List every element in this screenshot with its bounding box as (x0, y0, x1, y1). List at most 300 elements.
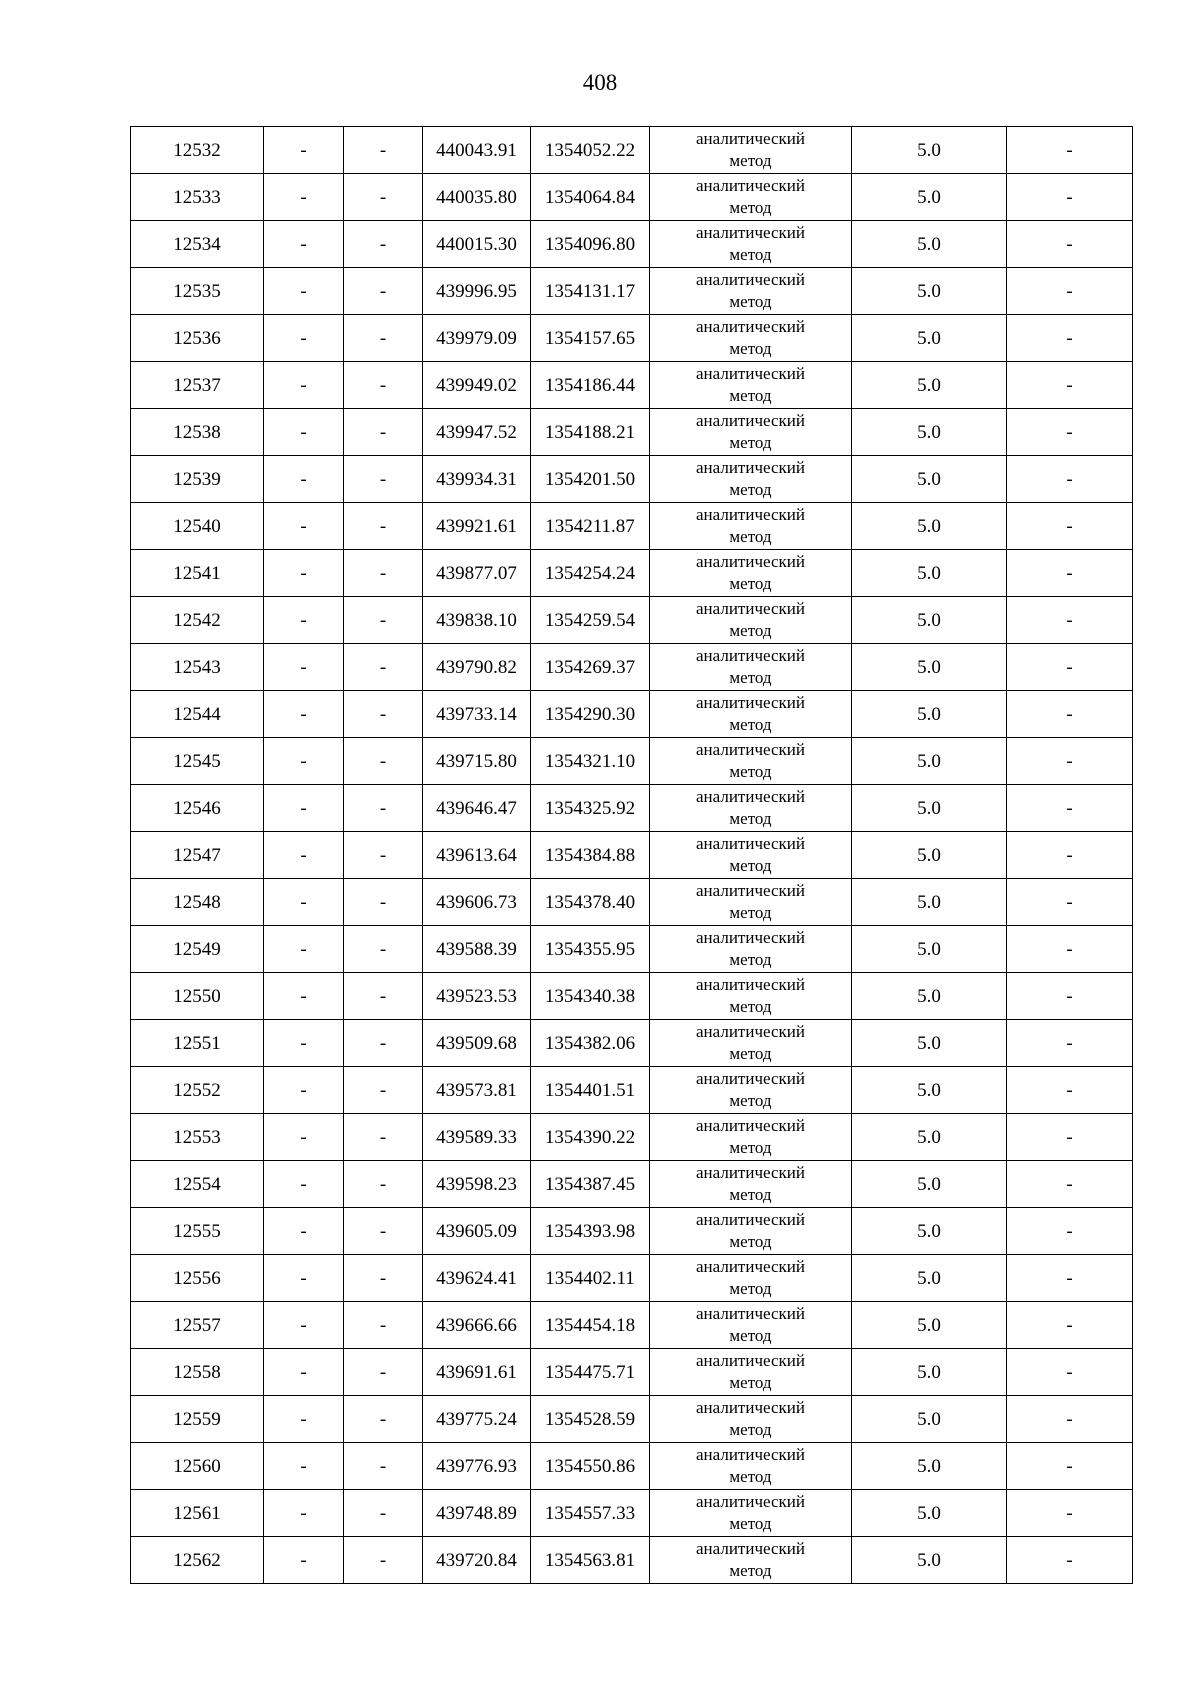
method-line-1: аналитический (696, 317, 805, 336)
method-line-1: аналитический (696, 1257, 805, 1276)
method-line-1: аналитический (696, 740, 805, 759)
x-coordinate-cell: 439624.41 (423, 1255, 531, 1302)
method-cell (650, 1443, 852, 1490)
point-number-cell: 12559 (131, 1396, 264, 1443)
method-line-1: аналитический (696, 834, 805, 853)
empty-marker-cell: - (1007, 503, 1133, 550)
point-number-cell: 12534 (131, 221, 264, 268)
empty-marker-cell: - (264, 1302, 344, 1349)
y-coordinate-cell: 1354382.06 (531, 1020, 650, 1067)
accuracy-cell: 5.0 (852, 1161, 1007, 1208)
point-number-cell: 12553 (131, 1114, 264, 1161)
empty-marker-cell: - (1007, 1161, 1133, 1208)
y-coordinate-cell: 1354557.33 (531, 1490, 650, 1537)
point-number-cell: 12546 (131, 785, 264, 832)
accuracy-cell: 5.0 (852, 503, 1007, 550)
x-coordinate-cell: 439715.80 (423, 738, 531, 785)
empty-marker-cell: - (1007, 785, 1133, 832)
method-line-1: аналитический (696, 552, 805, 571)
table-row (131, 926, 1133, 973)
method-line-1: аналитический (696, 1398, 805, 1417)
method-cell (650, 738, 852, 785)
table-row (131, 503, 1133, 550)
point-number-cell: 12545 (131, 738, 264, 785)
empty-marker-cell: - (344, 221, 423, 268)
accuracy-cell: 5.0 (852, 691, 1007, 738)
x-coordinate-cell: 439589.33 (423, 1114, 531, 1161)
y-coordinate-cell: 1354254.24 (531, 550, 650, 597)
empty-marker-cell: - (344, 268, 423, 315)
method-line-1: аналитический (696, 1116, 805, 1135)
point-number-cell: 12547 (131, 832, 264, 879)
point-number-cell: 12557 (131, 1302, 264, 1349)
accuracy-cell: 5.0 (852, 597, 1007, 644)
x-coordinate-cell: 439748.89 (423, 1490, 531, 1537)
method-cell (650, 879, 852, 926)
point-number-cell: 12541 (131, 550, 264, 597)
method-line-2: метод (729, 433, 772, 452)
empty-marker-cell: - (344, 973, 423, 1020)
point-number-cell: 12535 (131, 268, 264, 315)
empty-marker-cell: - (264, 1114, 344, 1161)
method-line-2: метод (729, 715, 772, 734)
method-line-1: аналитический (696, 599, 805, 618)
empty-marker-cell: - (1007, 315, 1133, 362)
accuracy-cell: 5.0 (852, 1255, 1007, 1302)
x-coordinate-cell: 439605.09 (423, 1208, 531, 1255)
point-number-cell: 12548 (131, 879, 264, 926)
method-line-1: аналитический (696, 1022, 805, 1041)
method-cell (650, 315, 852, 362)
accuracy-cell: 5.0 (852, 268, 1007, 315)
accuracy-cell: 5.0 (852, 1208, 1007, 1255)
x-coordinate-cell: 439666.66 (423, 1302, 531, 1349)
y-coordinate-cell: 1354321.10 (531, 738, 650, 785)
empty-marker-cell: - (1007, 738, 1133, 785)
table-row (131, 1067, 1133, 1114)
y-coordinate-cell: 1354269.37 (531, 644, 650, 691)
point-number-cell: 12561 (131, 1490, 264, 1537)
point-number-cell: 12536 (131, 315, 264, 362)
method-line-1: аналитический (696, 1210, 805, 1229)
accuracy-cell: 5.0 (852, 1114, 1007, 1161)
empty-marker-cell: - (344, 503, 423, 550)
accuracy-cell: 5.0 (852, 785, 1007, 832)
y-coordinate-cell: 1354064.84 (531, 174, 650, 221)
x-coordinate-cell: 439921.61 (423, 503, 531, 550)
empty-marker-cell: - (1007, 879, 1133, 926)
table-row (131, 1396, 1133, 1443)
method-line-2: метод (729, 386, 772, 405)
accuracy-cell: 5.0 (852, 1302, 1007, 1349)
x-coordinate-cell: 439606.73 (423, 879, 531, 926)
y-coordinate-cell: 1354528.59 (531, 1396, 650, 1443)
empty-marker-cell: - (264, 738, 344, 785)
table-row (131, 644, 1133, 691)
x-coordinate-cell: 439613.64 (423, 832, 531, 879)
empty-marker-cell: - (1007, 1302, 1133, 1349)
method-line-1: аналитический (696, 693, 805, 712)
x-coordinate-cell: 439776.93 (423, 1443, 531, 1490)
point-number-cell: 12552 (131, 1067, 264, 1114)
empty-marker-cell: - (344, 1255, 423, 1302)
empty-marker-cell: - (344, 1208, 423, 1255)
method-cell (650, 1349, 852, 1396)
empty-marker-cell: - (344, 738, 423, 785)
x-coordinate-cell: 440035.80 (423, 174, 531, 221)
empty-marker-cell: - (264, 1161, 344, 1208)
x-coordinate-cell: 439598.23 (423, 1161, 531, 1208)
empty-marker-cell: - (264, 785, 344, 832)
table-row (131, 409, 1133, 456)
empty-marker-cell: - (344, 1020, 423, 1067)
x-coordinate-cell: 439573.81 (423, 1067, 531, 1114)
empty-marker-cell: - (344, 409, 423, 456)
empty-marker-cell: - (344, 1302, 423, 1349)
accuracy-cell: 5.0 (852, 926, 1007, 973)
method-line-2: метод (729, 809, 772, 828)
method-line-1: аналитический (696, 1492, 805, 1511)
accuracy-cell: 5.0 (852, 1490, 1007, 1537)
method-line-1: аналитический (696, 975, 805, 994)
method-line-1: аналитический (696, 646, 805, 665)
table-row (131, 1490, 1133, 1537)
empty-marker-cell: - (264, 174, 344, 221)
method-line-2: метод (729, 1561, 772, 1580)
method-cell (650, 1490, 852, 1537)
accuracy-cell: 5.0 (852, 174, 1007, 221)
empty-marker-cell: - (264, 1396, 344, 1443)
empty-marker-cell: - (1007, 1067, 1133, 1114)
method-cell (650, 785, 852, 832)
method-cell (650, 221, 852, 268)
point-number-cell: 12544 (131, 691, 264, 738)
method-cell (650, 127, 852, 174)
x-coordinate-cell: 439588.39 (423, 926, 531, 973)
empty-marker-cell: - (344, 1349, 423, 1396)
y-coordinate-cell: 1354393.98 (531, 1208, 650, 1255)
y-coordinate-cell: 1354131.17 (531, 268, 650, 315)
method-line-1: аналитический (696, 1351, 805, 1370)
method-line-2: метод (729, 1279, 772, 1298)
empty-marker-cell: - (264, 644, 344, 691)
empty-marker-cell: - (264, 550, 344, 597)
y-coordinate-cell: 1354259.54 (531, 597, 650, 644)
method-cell (650, 268, 852, 315)
accuracy-cell: 5.0 (852, 832, 1007, 879)
point-number-cell: 12542 (131, 597, 264, 644)
empty-marker-cell: - (344, 127, 423, 174)
point-number-cell: 12543 (131, 644, 264, 691)
y-coordinate-cell: 1354157.65 (531, 315, 650, 362)
empty-marker-cell: - (344, 691, 423, 738)
method-line-1: аналитический (696, 364, 805, 383)
empty-marker-cell: - (344, 456, 423, 503)
x-coordinate-cell: 439691.61 (423, 1349, 531, 1396)
method-line-2: метод (729, 245, 772, 264)
method-line-2: метод (729, 151, 772, 170)
y-coordinate-cell: 1354188.21 (531, 409, 650, 456)
y-coordinate-cell: 1354355.95 (531, 926, 650, 973)
empty-marker-cell: - (344, 644, 423, 691)
point-number-cell: 12562 (131, 1537, 264, 1584)
empty-marker-cell: - (264, 1255, 344, 1302)
empty-marker-cell: - (1007, 644, 1133, 691)
empty-marker-cell: - (264, 926, 344, 973)
empty-marker-cell: - (1007, 1490, 1133, 1537)
empty-marker-cell: - (264, 1067, 344, 1114)
coordinates-table (130, 126, 1133, 1584)
empty-marker-cell: - (344, 362, 423, 409)
method-line-1: аналитический (696, 881, 805, 900)
method-line-1: аналитический (696, 176, 805, 195)
point-number-cell: 12558 (131, 1349, 264, 1396)
x-coordinate-cell: 439733.14 (423, 691, 531, 738)
table-row (131, 1020, 1133, 1067)
empty-marker-cell: - (264, 1490, 344, 1537)
table-row (131, 879, 1133, 926)
table-row (131, 1443, 1133, 1490)
method-line-2: метод (729, 1514, 772, 1533)
empty-marker-cell: - (1007, 127, 1133, 174)
method-cell (650, 362, 852, 409)
empty-marker-cell: - (1007, 832, 1133, 879)
empty-marker-cell: - (264, 1020, 344, 1067)
method-line-2: метод (729, 480, 772, 499)
table-body (131, 127, 1133, 1584)
accuracy-cell: 5.0 (852, 456, 1007, 503)
table-row (131, 973, 1133, 1020)
table-row (131, 1161, 1133, 1208)
y-coordinate-cell: 1354401.51 (531, 1067, 650, 1114)
empty-marker-cell: - (344, 550, 423, 597)
method-cell (650, 1537, 852, 1584)
table-row (131, 785, 1133, 832)
empty-marker-cell: - (264, 127, 344, 174)
method-line-1: аналитический (696, 1445, 805, 1464)
method-line-2: метод (729, 1232, 772, 1251)
empty-marker-cell: - (1007, 1114, 1133, 1161)
x-coordinate-cell: 439947.52 (423, 409, 531, 456)
method-line-1: аналитический (696, 270, 805, 289)
empty-marker-cell: - (264, 409, 344, 456)
y-coordinate-cell: 1354563.81 (531, 1537, 650, 1584)
table-row (131, 738, 1133, 785)
method-line-2: метод (729, 527, 772, 546)
table-row (131, 597, 1133, 644)
method-line-2: метод (729, 950, 772, 969)
empty-marker-cell: - (264, 597, 344, 644)
empty-marker-cell: - (264, 973, 344, 1020)
method-cell (650, 1396, 852, 1443)
page-number: 408 (582, 70, 618, 95)
accuracy-cell: 5.0 (852, 1349, 1007, 1396)
method-line-2: метод (729, 339, 772, 358)
y-coordinate-cell: 1354378.40 (531, 879, 650, 926)
x-coordinate-cell: 439523.53 (423, 973, 531, 1020)
table-row (131, 1349, 1133, 1396)
empty-marker-cell: - (344, 1161, 423, 1208)
empty-marker-cell: - (1007, 691, 1133, 738)
table-row (131, 315, 1133, 362)
method-line-1: аналитический (696, 505, 805, 524)
accuracy-cell: 5.0 (852, 644, 1007, 691)
point-number-cell: 12551 (131, 1020, 264, 1067)
empty-marker-cell: - (264, 456, 344, 503)
empty-marker-cell: - (1007, 973, 1133, 1020)
empty-marker-cell: - (344, 785, 423, 832)
empty-marker-cell: - (264, 362, 344, 409)
y-coordinate-cell: 1354201.50 (531, 456, 650, 503)
accuracy-cell: 5.0 (852, 315, 1007, 362)
method-line-2: метод (729, 621, 772, 640)
method-cell (650, 1161, 852, 1208)
point-number-cell: 12555 (131, 1208, 264, 1255)
method-cell (650, 550, 852, 597)
point-number-cell: 12539 (131, 456, 264, 503)
method-line-2: метод (729, 1185, 772, 1204)
point-number-cell: 12554 (131, 1161, 264, 1208)
accuracy-cell: 5.0 (852, 409, 1007, 456)
y-coordinate-cell: 1354454.18 (531, 1302, 650, 1349)
empty-marker-cell: - (344, 174, 423, 221)
method-line-2: метод (729, 1138, 772, 1157)
method-cell (650, 1208, 852, 1255)
x-coordinate-cell: 439509.68 (423, 1020, 531, 1067)
method-line-1: аналитический (696, 787, 805, 806)
y-coordinate-cell: 1354550.86 (531, 1443, 650, 1490)
empty-marker-cell: - (1007, 1255, 1133, 1302)
empty-marker-cell: - (1007, 1537, 1133, 1584)
x-coordinate-cell: 439877.07 (423, 550, 531, 597)
accuracy-cell: 5.0 (852, 1067, 1007, 1114)
method-line-1: аналитический (696, 411, 805, 430)
y-coordinate-cell: 1354340.38 (531, 973, 650, 1020)
empty-marker-cell: - (264, 1208, 344, 1255)
method-line-2: метод (729, 856, 772, 875)
empty-marker-cell: - (344, 1396, 423, 1443)
x-coordinate-cell: 440043.91 (423, 127, 531, 174)
point-number-cell: 12550 (131, 973, 264, 1020)
table-row (131, 268, 1133, 315)
point-number-cell: 12556 (131, 1255, 264, 1302)
method-cell (650, 926, 852, 973)
method-line-2: метод (729, 1373, 772, 1392)
table-row (131, 1302, 1133, 1349)
empty-marker-cell: - (1007, 1208, 1133, 1255)
empty-marker-cell: - (264, 1349, 344, 1396)
point-number-cell: 12540 (131, 503, 264, 550)
table-row (131, 221, 1133, 268)
x-coordinate-cell: 439934.31 (423, 456, 531, 503)
empty-marker-cell: - (344, 597, 423, 644)
x-coordinate-cell: 439996.95 (423, 268, 531, 315)
method-line-1: аналитический (696, 129, 805, 148)
x-coordinate-cell: 439979.09 (423, 315, 531, 362)
table-row (131, 1537, 1133, 1584)
accuracy-cell: 5.0 (852, 1537, 1007, 1584)
empty-marker-cell: - (344, 1443, 423, 1490)
accuracy-cell: 5.0 (852, 1020, 1007, 1067)
empty-marker-cell: - (344, 1067, 423, 1114)
method-cell (650, 456, 852, 503)
table-row (131, 832, 1133, 879)
method-cell (650, 409, 852, 456)
accuracy-cell: 5.0 (852, 879, 1007, 926)
empty-marker-cell: - (1007, 926, 1133, 973)
point-number-cell: 12533 (131, 174, 264, 221)
y-coordinate-cell: 1354402.11 (531, 1255, 650, 1302)
table-row (131, 1114, 1133, 1161)
method-cell (650, 832, 852, 879)
accuracy-cell: 5.0 (852, 221, 1007, 268)
method-line-2: метод (729, 1467, 772, 1486)
x-coordinate-cell: 439720.84 (423, 1537, 531, 1584)
y-coordinate-cell: 1354387.45 (531, 1161, 650, 1208)
y-coordinate-cell: 1354186.44 (531, 362, 650, 409)
y-coordinate-cell: 1354475.71 (531, 1349, 650, 1396)
empty-marker-cell: - (344, 1490, 423, 1537)
y-coordinate-cell: 1354290.30 (531, 691, 650, 738)
accuracy-cell: 5.0 (852, 550, 1007, 597)
empty-marker-cell: - (1007, 174, 1133, 221)
y-coordinate-cell: 1354390.22 (531, 1114, 650, 1161)
empty-marker-cell: - (1007, 221, 1133, 268)
empty-marker-cell: - (344, 832, 423, 879)
point-number-cell: 12560 (131, 1443, 264, 1490)
method-line-1: аналитический (696, 1304, 805, 1323)
method-cell (650, 973, 852, 1020)
method-line-1: аналитический (696, 1069, 805, 1088)
table-row (131, 691, 1133, 738)
y-coordinate-cell: 1354325.92 (531, 785, 650, 832)
empty-marker-cell: - (264, 315, 344, 362)
point-number-cell: 12538 (131, 409, 264, 456)
empty-marker-cell: - (1007, 409, 1133, 456)
method-line-2: метод (729, 762, 772, 781)
method-line-1: аналитический (696, 1539, 805, 1558)
empty-marker-cell: - (1007, 1443, 1133, 1490)
table-row (131, 456, 1133, 503)
y-coordinate-cell: 1354096.80 (531, 221, 650, 268)
y-coordinate-cell: 1354052.22 (531, 127, 650, 174)
table-row (131, 174, 1133, 221)
method-cell (650, 1020, 852, 1067)
method-line-1: аналитический (696, 928, 805, 947)
method-cell (650, 174, 852, 221)
x-coordinate-cell: 439949.02 (423, 362, 531, 409)
empty-marker-cell: - (1007, 1396, 1133, 1443)
method-line-2: метод (729, 997, 772, 1016)
method-cell (650, 1067, 852, 1114)
empty-marker-cell: - (264, 1443, 344, 1490)
point-number-cell: 12549 (131, 926, 264, 973)
table-row (131, 1208, 1133, 1255)
empty-marker-cell: - (1007, 550, 1133, 597)
empty-marker-cell: - (264, 832, 344, 879)
empty-marker-cell: - (264, 268, 344, 315)
method-line-2: метод (729, 903, 772, 922)
method-line-2: метод (729, 198, 772, 217)
x-coordinate-cell: 440015.30 (423, 221, 531, 268)
table-row (131, 1255, 1133, 1302)
method-line-2: метод (729, 1420, 772, 1439)
empty-marker-cell: - (1007, 1349, 1133, 1396)
empty-marker-cell: - (344, 926, 423, 973)
method-line-2: метод (729, 1091, 772, 1110)
empty-marker-cell: - (1007, 362, 1133, 409)
accuracy-cell: 5.0 (852, 1396, 1007, 1443)
